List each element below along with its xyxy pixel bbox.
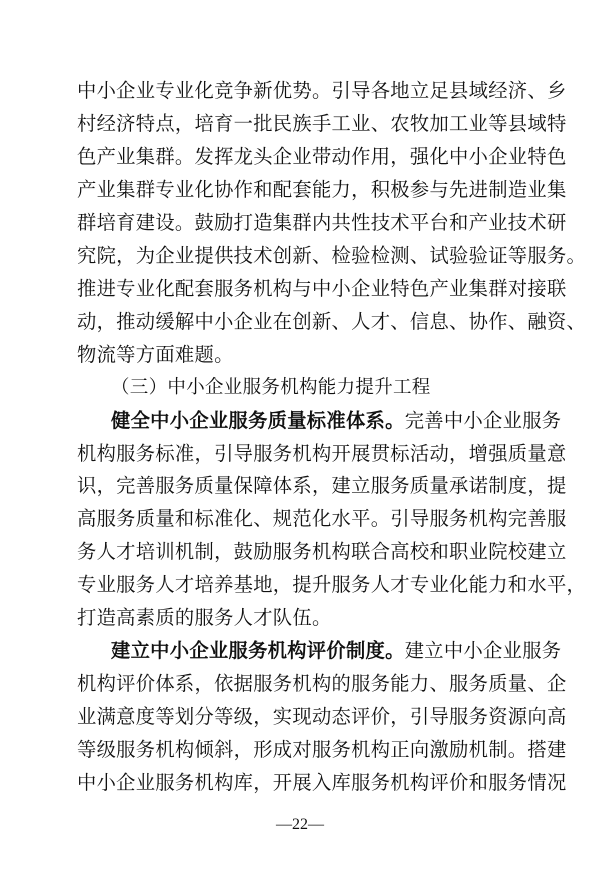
body-text-line: 究院，为企业提供技术创新、检验检测、试验验证等服务。 — [77, 243, 587, 267]
paragraph-first-line — [111, 408, 562, 434]
bold-lead-phrase: 健全中小企业服务质量标准体系。 — [111, 408, 405, 432]
body-text-line: 动，推动缓解中小企业在创新、人才、信息、协作、融资、 — [77, 309, 587, 333]
body-text-line: 群培育建设。鼓励打造集群内共性技术平台和产业技术研 — [77, 210, 567, 234]
body-text-span: 建立中小企业服务 — [404, 639, 562, 663]
body-text-line: 中小企业服务机构库，开展入库服务机构评价和服务情况 — [77, 771, 567, 794]
body-text-line: 产业集群专业化协作和配套能力，积极参与先进制造业集 — [77, 177, 567, 201]
body-text-line: 打造高素质的服务人才队伍。 — [77, 606, 332, 630]
body-text-line: 色产业集群。发挥龙头企业带动作用，强化中小企业特色 — [77, 144, 567, 168]
body-text-line: 专业服务人才培养基地，提升服务人才专业化能力和水平， — [77, 573, 587, 597]
paragraph-first-line — [111, 638, 562, 664]
body-text-line: 务人才培训机制，鼓励服务机构联合高校和职业院校建立 — [77, 540, 567, 564]
body-text-line: 高服务质量和标准化、规范化水平。引导服务机构完善服 — [77, 507, 567, 531]
body-text-line: 机构服务标准，引导服务机构开展贯标活动，增强质量意 — [77, 441, 567, 465]
section-heading: （三）中小企业服务机构能力提升工程 — [111, 376, 431, 398]
page-number: —22— — [276, 816, 324, 833]
body-text-line: 机构评价体系，依据服务机构的服务能力、服务质量、企 — [77, 672, 567, 696]
body-text-line: 业满意度等划分等级，实现动态评价，引导服务资源向高 — [77, 705, 567, 729]
body-text-line: 等级服务机构倾斜，形成对服务机构正向激励机制。搭建 — [77, 738, 567, 761]
body-text-span: 完善中小企业服务 — [404, 408, 562, 432]
bold-lead-phrase: 建立中小企业服务机构评价制度。 — [111, 639, 405, 663]
body-text-line: 村经济特点，培育一批民族手工业、农牧加工业等县域特 — [77, 112, 567, 135]
body-text-line: 中小企业专业化竞争新优势。引导各地立足县域经济、乡 — [77, 79, 567, 102]
body-text-line: 推进专业化配套服务机构与中小企业特色产业集群对接联 — [77, 276, 567, 300]
body-text-line: 物流等方面难题。 — [77, 342, 234, 366]
body-text-line: 识，完善服务质量保障体系，建立服务质量承诺制度，提 — [77, 474, 567, 498]
